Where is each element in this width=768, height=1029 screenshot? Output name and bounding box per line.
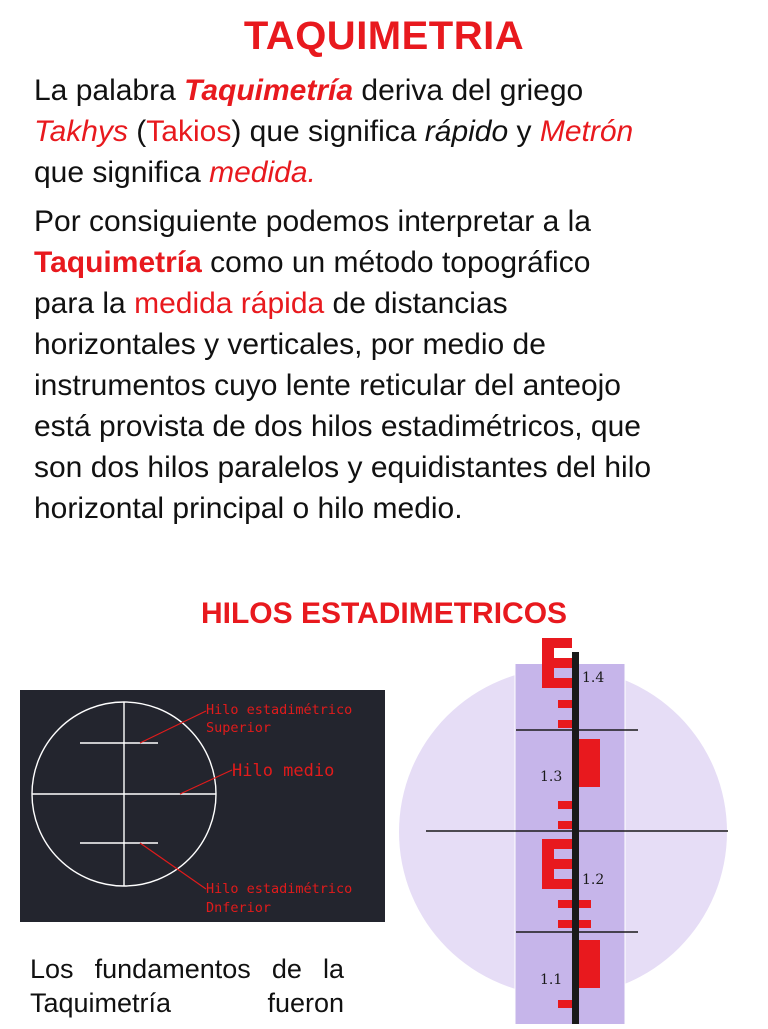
rod-reading-1-2: 1.2 (582, 872, 605, 888)
closing-word: fundamentos (94, 954, 251, 984)
term-medida: medida. (209, 156, 316, 189)
page-title: TAQUIMETRIA (243, 14, 525, 58)
rod-3-mark (579, 739, 600, 787)
term-medida-rapida: medida rápida (134, 287, 325, 320)
leveling-rod-view (398, 638, 738, 1029)
intro-text: que significa (34, 156, 210, 189)
rod-e-mark (542, 839, 572, 889)
lower-label-line1: Hilo estadimétrico (206, 881, 353, 897)
definition-text: Por consiguiente podemos interpretar a la (34, 205, 591, 238)
intro-text: y (508, 115, 540, 148)
term-takhys: Takhys (34, 115, 128, 148)
term-rapido: rápido (424, 115, 509, 148)
closing-word: Taquimetría (30, 988, 172, 1018)
term-taquimetria: Taquimetría (184, 74, 354, 107)
definition-text: está provista de dos hilos estadimétricos, que (34, 410, 641, 443)
term-metron: Metrón (539, 115, 634, 148)
middle-pointer (180, 770, 232, 794)
definition-text: para la (34, 287, 135, 320)
lower-label-line2: Dnferior (206, 900, 272, 916)
intro-text: La palabra (34, 74, 185, 107)
rod-e-mark (542, 638, 572, 688)
rod-center-line (572, 652, 579, 1024)
upper-label-line1: Hilo estadimétrico (206, 702, 353, 718)
closing-word: fueron (267, 988, 344, 1018)
definition-text: horizontales y verticales, por medio de (34, 328, 546, 361)
closing-line-2 (30, 986, 344, 1020)
intro-text: deriva del griego (353, 74, 584, 107)
rod-reading-1-3: 1.3 (540, 769, 563, 785)
term-takios: Takios (146, 115, 232, 148)
rod-reading-1-1: 1.1 (540, 972, 563, 988)
definition-text: como un método topográfico (201, 246, 591, 279)
intro-paragraph (34, 70, 754, 193)
closing-paragraph (30, 952, 344, 1020)
rod-reading-1-4: 1.4 (582, 670, 605, 686)
definition-paragraph (34, 201, 754, 529)
section-subtitle: HILOS ESTADIMETRICOS (200, 597, 568, 630)
term-taquimetria-bold: Taquimetría (34, 246, 202, 279)
rod-3-mark (579, 940, 600, 988)
definition-text: de distancias (324, 287, 508, 320)
intro-text: ) que significa (231, 115, 425, 148)
definition-text: horizontal principal o hilo medio. (34, 492, 463, 525)
intro-text: ( (127, 115, 147, 148)
reticle-diagram (20, 690, 385, 922)
closing-word: Los (30, 954, 74, 984)
upper-label-line2: Superior (206, 720, 272, 736)
closing-line-1 (30, 952, 344, 986)
middle-label: Hilo medio (232, 761, 335, 781)
closing-word: de (271, 954, 302, 984)
definition-text: instrumentos cuyo lente reticular del anteojo (34, 369, 621, 402)
closing-word: la (322, 954, 344, 984)
definition-text: son dos hilos paralelos y equidistantes del hilo (34, 451, 652, 484)
